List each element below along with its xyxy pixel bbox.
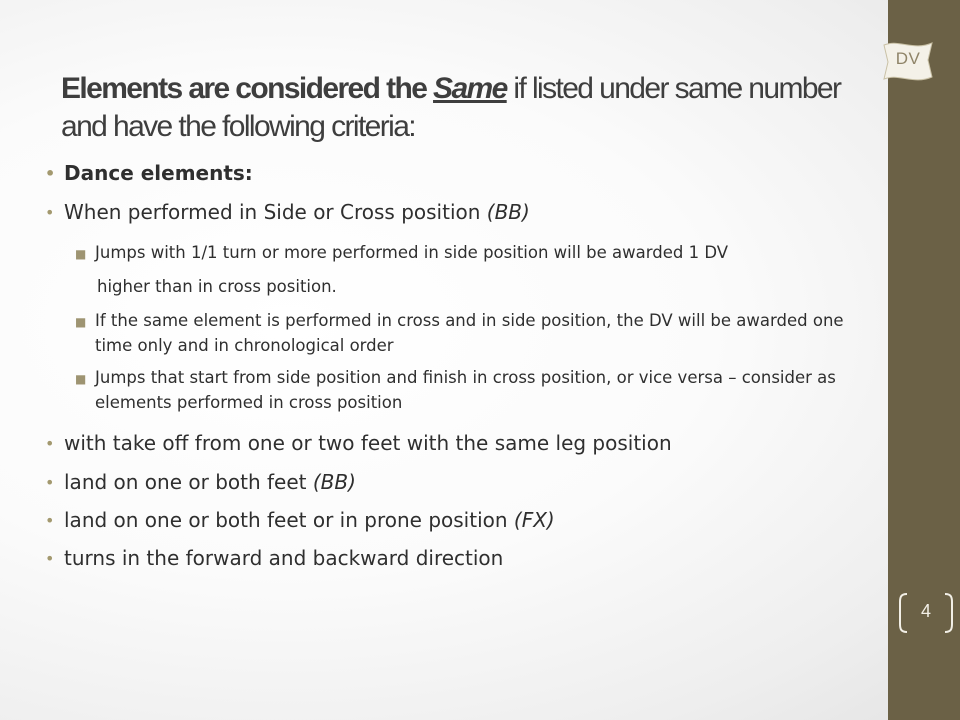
bullet-take-off [40,430,880,457]
square-bullet: ■ [75,247,87,261]
bullet-text: land on one or both feet or in prone position [64,508,514,532]
title-part1: Elements are considered the [61,72,434,105]
page-number: 4 [920,601,931,621]
bullet-qualifier: (FX) [513,508,555,532]
sub-bullet-text: Jumps that start from side position and finish in cross position, or vice versa – consider as elements performed in cross position [95,368,836,412]
bullet-dot: • [45,549,55,568]
title-part2: if listed under same number and have the following criteria: [61,72,841,143]
sub-bullet-text: Jumps with 1/1 turn or more performed in side position will be awarded 1 DV [95,243,729,262]
bullet-dance-elements [40,160,880,187]
sub-bullet-text: If the same element is performed in cross and in side position, the DV will be awarded one time only and in chronological order [95,311,844,355]
bullet-dot: • [45,434,55,453]
bullet-text: land on one or both feet [64,470,313,494]
sub-bullet-text: higher than in cross position. [97,277,337,296]
title-emphasis: Same [433,72,507,105]
bullet-qualifier: (BB) [486,200,530,224]
bullet-list [40,160,880,572]
bullet-land-bb [40,469,880,496]
bullet-text: turns in the forward and backward direction [64,546,504,570]
bullet-text: When performed in Side or Cross position [64,200,487,224]
slide-title [61,70,881,146]
bullet-side-cross [40,199,880,226]
sub-bullet-same-element [40,308,880,358]
slide-tag-label: DV [895,49,921,68]
bullet-dot: • [45,164,56,183]
sub-bullet-continuation [40,274,880,299]
slide-tag [880,37,936,83]
bullet-text: with take off from one or two feet with the same leg position [64,431,672,455]
bullet-dot: • [45,203,55,222]
bullet-text: Dance elements: [64,161,253,185]
bullet-land-fx [40,507,880,534]
sub-bullet-jumps-turn [40,240,880,265]
bullet-turns [40,545,880,572]
bullet-dot: • [45,473,55,492]
page-number-box [897,592,955,634]
sub-bullet-start-finish [40,365,880,415]
bullet-qualifier: (BB) [312,470,356,494]
square-bullet: ■ [75,315,87,329]
square-bullet: ■ [75,372,87,386]
bullet-dot: • [45,511,55,530]
